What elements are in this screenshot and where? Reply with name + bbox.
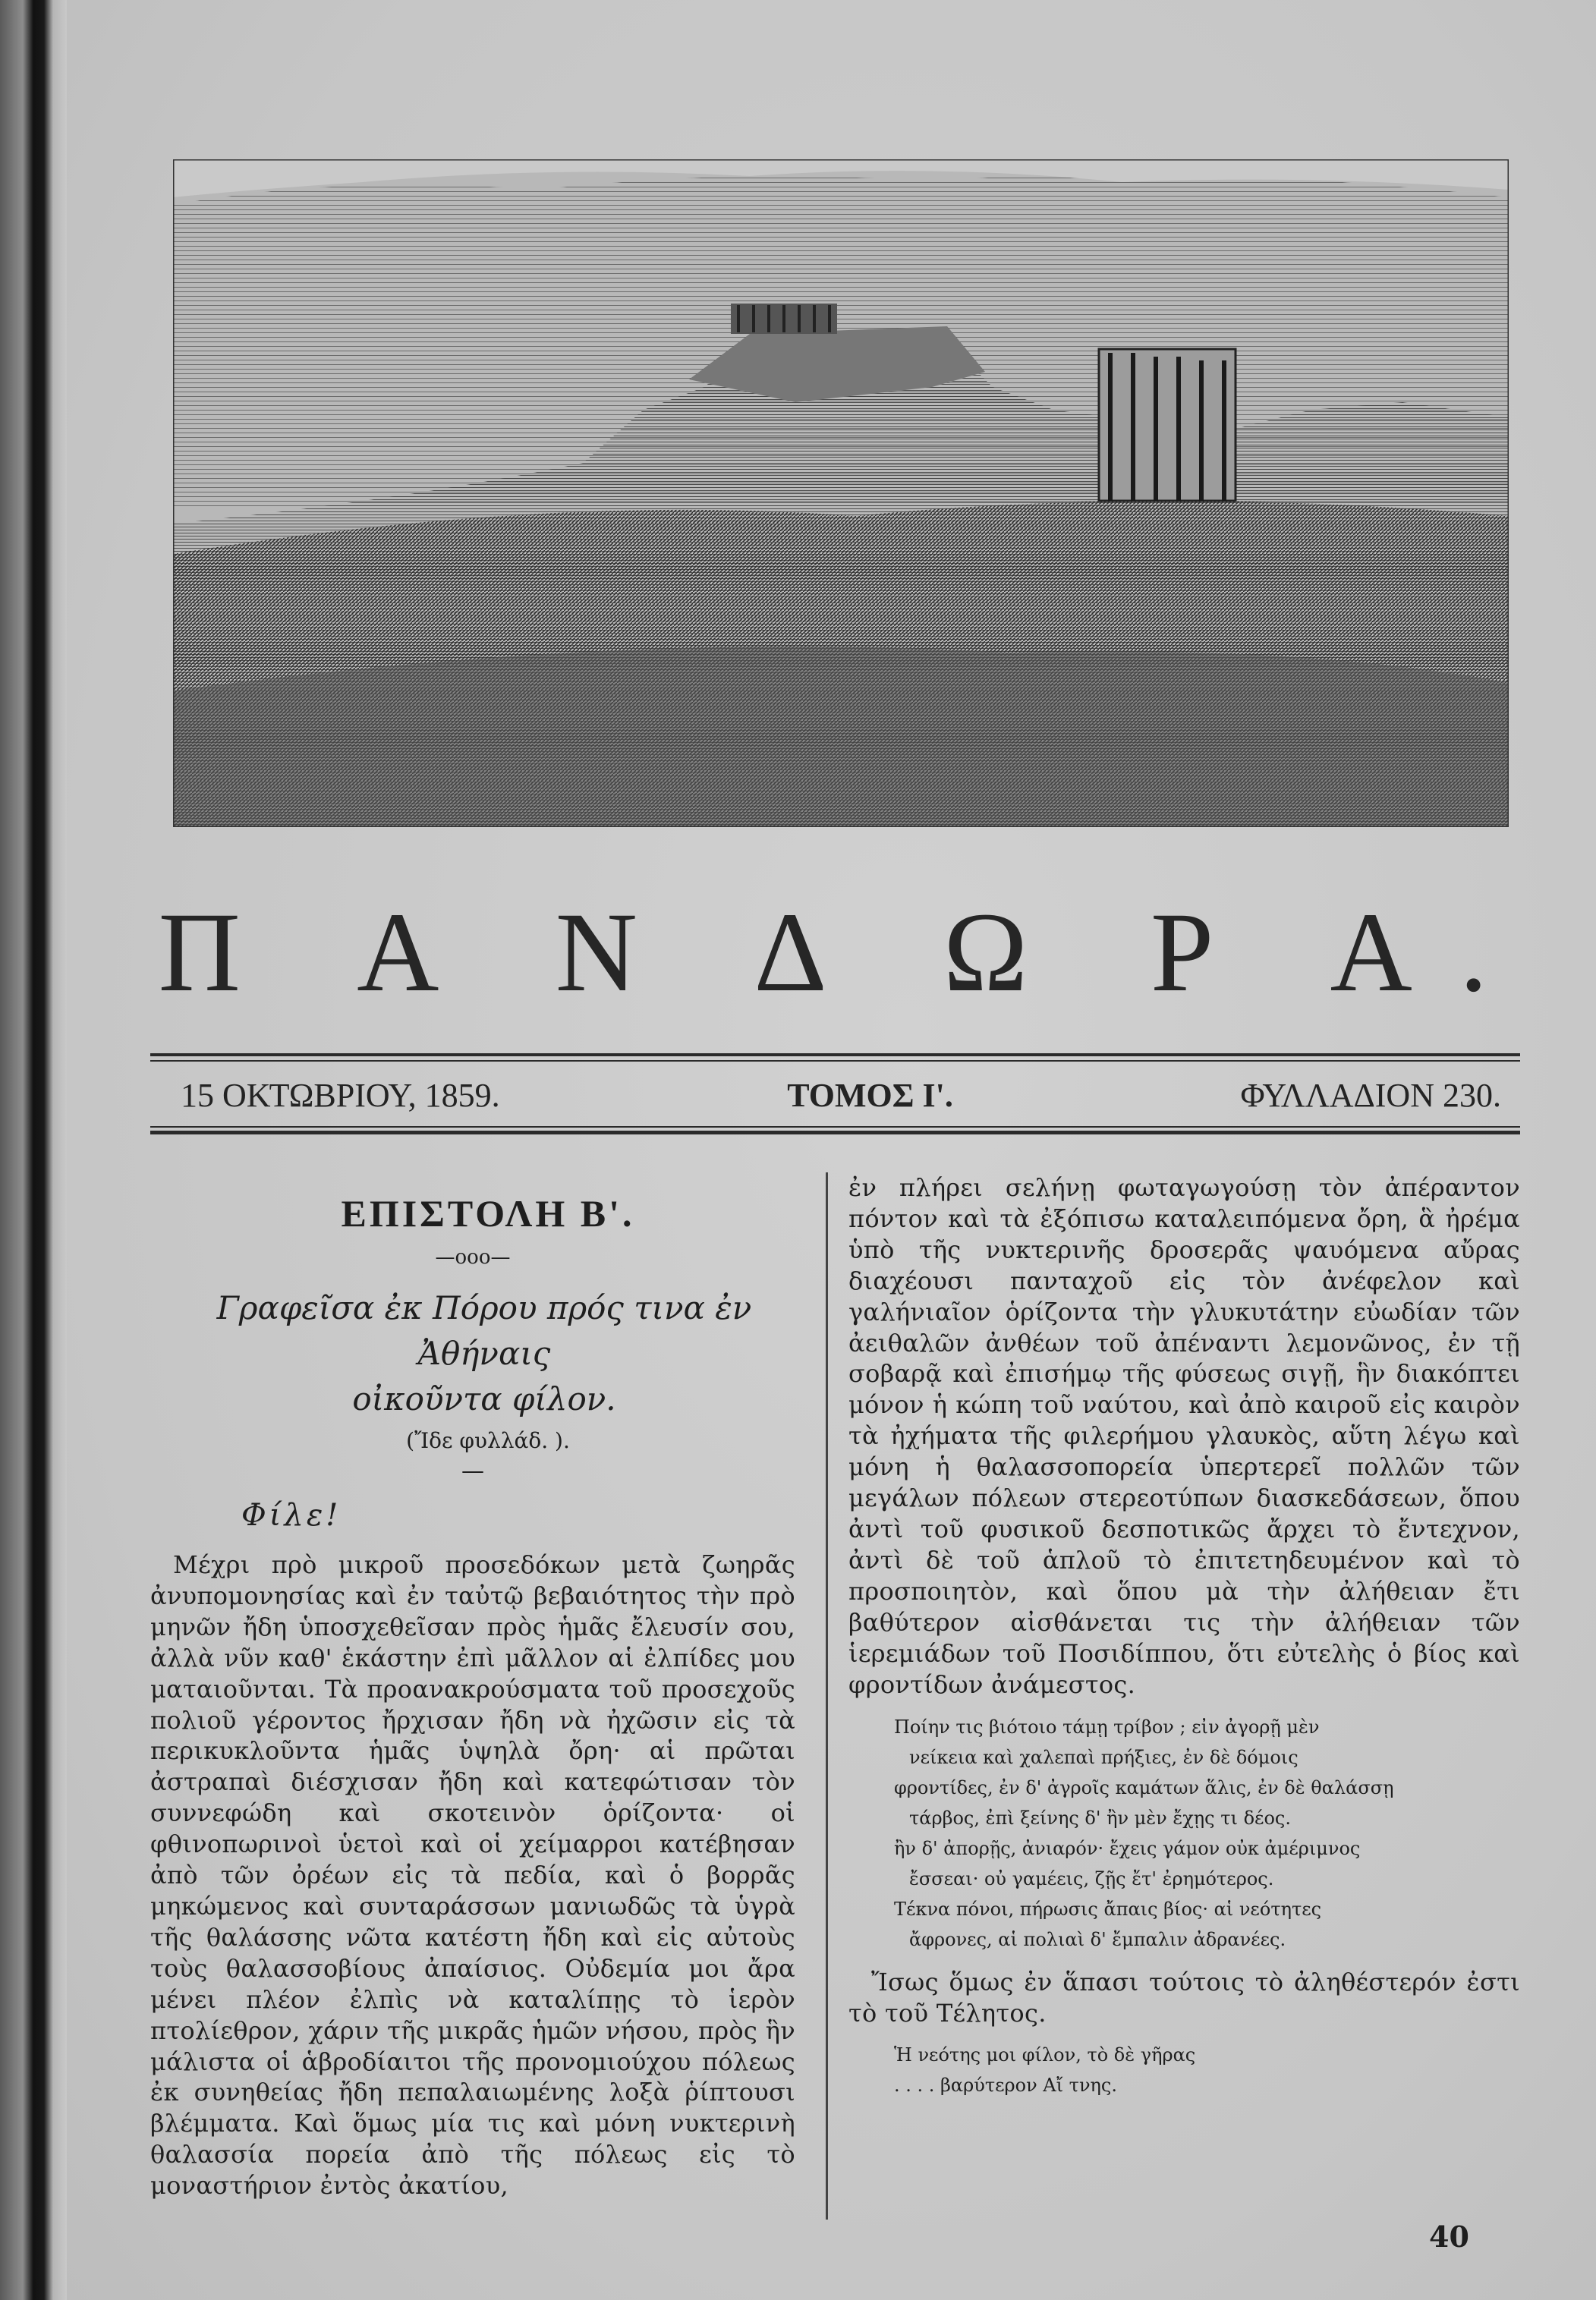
issue-number: ΦΥΛΛΑΔΙΟΝ 230.	[1240, 1076, 1501, 1114]
right-body-paragraph: ἐν πλήρει σελήνῃ φωταγωγούσῃ τὸν ἀπέραντον πόντον καὶ τὰ ἐξόπισω καταλειπόμενα ὄρη, ἃ ἠρέμα ὑπὸ τῆς νυκτερινῆς δροσερᾶς ψαυόμενα αὔρας διαχέουσι πανταχοῦ εἰς τὸν ἀνέφελον καὶ γαλήνιαῖον ὁρίζοντα τὴν γλυκυτάτην εὐωδίαν τῶν ἀειθαλῶν ἀνθέων τοῦ ἀπέναντι λεμονῶνος, ἐν τῇ σοβαρᾷ καὶ ἐπισήμῳ τῆς φύσεως σιγῇ, ἣν διακόπτει μόνον ἡ κώπη τοῦ ναύτου, καὶ ἀπὸ καιροῦ εἰς καιρὸν τὰ ἠχήματα τῆς φιλερήμου γλαυκὸς, αὕτη λέγω καὶ μόνη ἡ θαλασσοπορεία ὑπερτερεῖ πολλῶν τῶν μεγάλων πόλεων στερεοτύπων διασκεδάσεων, ὅπου ἀντὶ τοῦ φυσικοῦ δεσποτικῶς ἄρχει τὸ ἔντεχνον, ἀντὶ δὲ τοῦ ἁπλοῦ τὸ ἐπιτετηδευμένον καὶ τὸ προσποιητὸν, καὶ ὅπου μὰ τὴν ἀλήθειαν ἔτι βαθύτερον αἰσθάνεται τις τὴν ἀλήθειαν τῶν ἱερεμιάδων τοῦ Ποσιδίππου, ὅτι εὐτελὴς ὁ βίος καὶ φροντίδων ἀνάμεστος.	[848, 1173, 1520, 1699]
book-binding-edge	[0, 0, 67, 2300]
quote-line: Ἡ νεότης μοι φίλον, τὸ δὲ γῆρας	[894, 2044, 1196, 2066]
left-body-paragraph: Μέχρι πρὸ μικροῦ προσεδόκων μετὰ ζωηρᾶς ἀνυπομονησίας καὶ ἐν ταὐτῷ βεβαιότητος τὴν πρὸ μηνῶν ἤδη ὑποσχεθεῖσαν πρὸς ἡμᾶς ἔλευσίν σου, ἀλλὰ νῦν καθ' ἑκάστην ἐπὶ μᾶλλον αἱ ἐλπίδες μου ματαιοῦνται. Τὰ προανακρούσματα τοῦ προσεχοῦς πολιοῦ γέροντος ἤρχισαν ἤδη νὰ ἠχῶσιν εἰς τὰ περικυκλοῦντα ἡμᾶς ὑψηλὰ ὄρη· αἱ πρῶται ἀστραπαὶ διέσχισαν ἤδη καὶ κατεφώτισαν τὸν συννεφώδη καὶ σκοτεινὸν ὁρίζοντα· οἱ φθινοπωρινοὶ ὑετοὶ καὶ οἱ χείμαρροι κατέβησαν ἀπὸ τῶν ὀρέων εἰς τὰ πεδία, καὶ ὁ βορρᾶς μηκώμενος καὶ συνταράσσων μανιωδῶς τὰ ὑγρὰ τῆς θαλάσσης νῶτα κατέστη ἤδη καὶ εἰς αὐτοὺς τοὺς θαλασσοβίους ἀπαίσιος. Οὐδεμία μοι ἄρα μένει πλέον ἐλπὶς νὰ καταλίπῃς τὸ ἱερὸν πτολίεθρον, χάριν τῆς μικρᾶς ἡμῶν νήσου, πρὸς ἣν μάλιστα οἱ ἁβροδίαιτοι τῆς προνομιούχου πόλεως ἐκ συνηθείας ἤδη πεπαλαιωμένης λοξὰ ῥίπτουσι βλέμματα. Καὶ ὅμως μία τις καὶ μόνη νυκτερινὴ θαλασσία πορεία ἀπὸ τῆς πόλεως εἰς τὸ μοναστήριον ἐντὸς ἀκατίου,	[150, 1550, 795, 2201]
masthead-rule-top-thin	[150, 1060, 1520, 1062]
heading-ornament: —ooo—	[435, 1246, 511, 1269]
right-column	[848, 1172, 1520, 2100]
article-subtitle-line2: οἰκοῦντα φίλον.	[352, 1380, 616, 1417]
volume-number: ΤΟΜΟΣ Ι'.	[787, 1076, 953, 1114]
page-number: 40	[1429, 2220, 1469, 2254]
verse-line: ἄφρονες, αἱ πολιαὶ δ' ἔμπαλιν ἀδρανέες.	[909, 1929, 1286, 1951]
verse-line: Ποίην τις βιότοιο τάμῃ τρίβον ; εἰν ἀγορῇ μὲν	[894, 1716, 1320, 1738]
quote-line: . . . . βαρύτερον Αἴ τνης.	[894, 2075, 1117, 2097]
newspaper-page	[67, 0, 1596, 2300]
verse-line: τάρβος, ἐπὶ ξείνης δ' ἢν μὲν ἔχῃς τι δέος.	[909, 1808, 1291, 1830]
poem-verse	[894, 1712, 1520, 1955]
section-dash: —	[461, 1458, 484, 1484]
article-heading: ΕΠΙΣΤΟΛΗ Β'.	[341, 1192, 635, 1235]
reference-note: (Ἴδε φυλλάδ. ).	[406, 1428, 570, 1453]
issue-info-line	[181, 1068, 1501, 1122]
letter-salutation: Φίλε!	[241, 1498, 342, 1533]
masthead-rule-bottom	[150, 1131, 1520, 1134]
issue-date: 15 ΟΚΤΩΒΡΙΟΥ, 1859.	[181, 1076, 500, 1114]
verse-line: Τέκνα πόνοι, πήρωσις ἄπαις βίος· αἱ νεότητες	[894, 1899, 1322, 1921]
verse-line: νείκεια καὶ χαλεπαὶ πρήξιες, ἐν δὲ δόμοις	[909, 1747, 1299, 1769]
verse-line: ἢν δ' ἀπορῇς, ἀνιαρόν· ἔχεις γάμον οὐκ ἀμέριμνος	[894, 1838, 1361, 1860]
column-divider	[826, 1172, 828, 2220]
masthead-rule-bottom-thin	[150, 1126, 1520, 1128]
acropolis-engraving	[173, 159, 1509, 827]
left-column	[150, 1191, 795, 2201]
masthead-rule-top	[150, 1053, 1520, 1056]
masthead-title: Π Α Ν Δ Ω Ρ Α.	[158, 889, 1535, 1015]
closing-quote	[894, 2040, 1520, 2100]
verse-line: φροντίδες, ἐν δ' ἀγροῖς καμάτων ἅλις, ἐν δὲ θαλάσσῃ	[894, 1777, 1394, 1799]
verse-line: ἔσσεαι· οὐ γαμέεις, ζῇς ἔτ' ἐρημότερος.	[909, 1868, 1274, 1890]
article-subtitle-line1: Γραφεῖσα ἐκ Πόρου πρός τινα ἐν Ἀθήναις	[216, 1289, 752, 1372]
closing-paragraph: Ἴσως ὅμως ἐν ἅπασι τούτοις τὸ ἀληθέστερόν ἐστι τὸ τοῦ Τέλητος.	[848, 1968, 1520, 2028]
